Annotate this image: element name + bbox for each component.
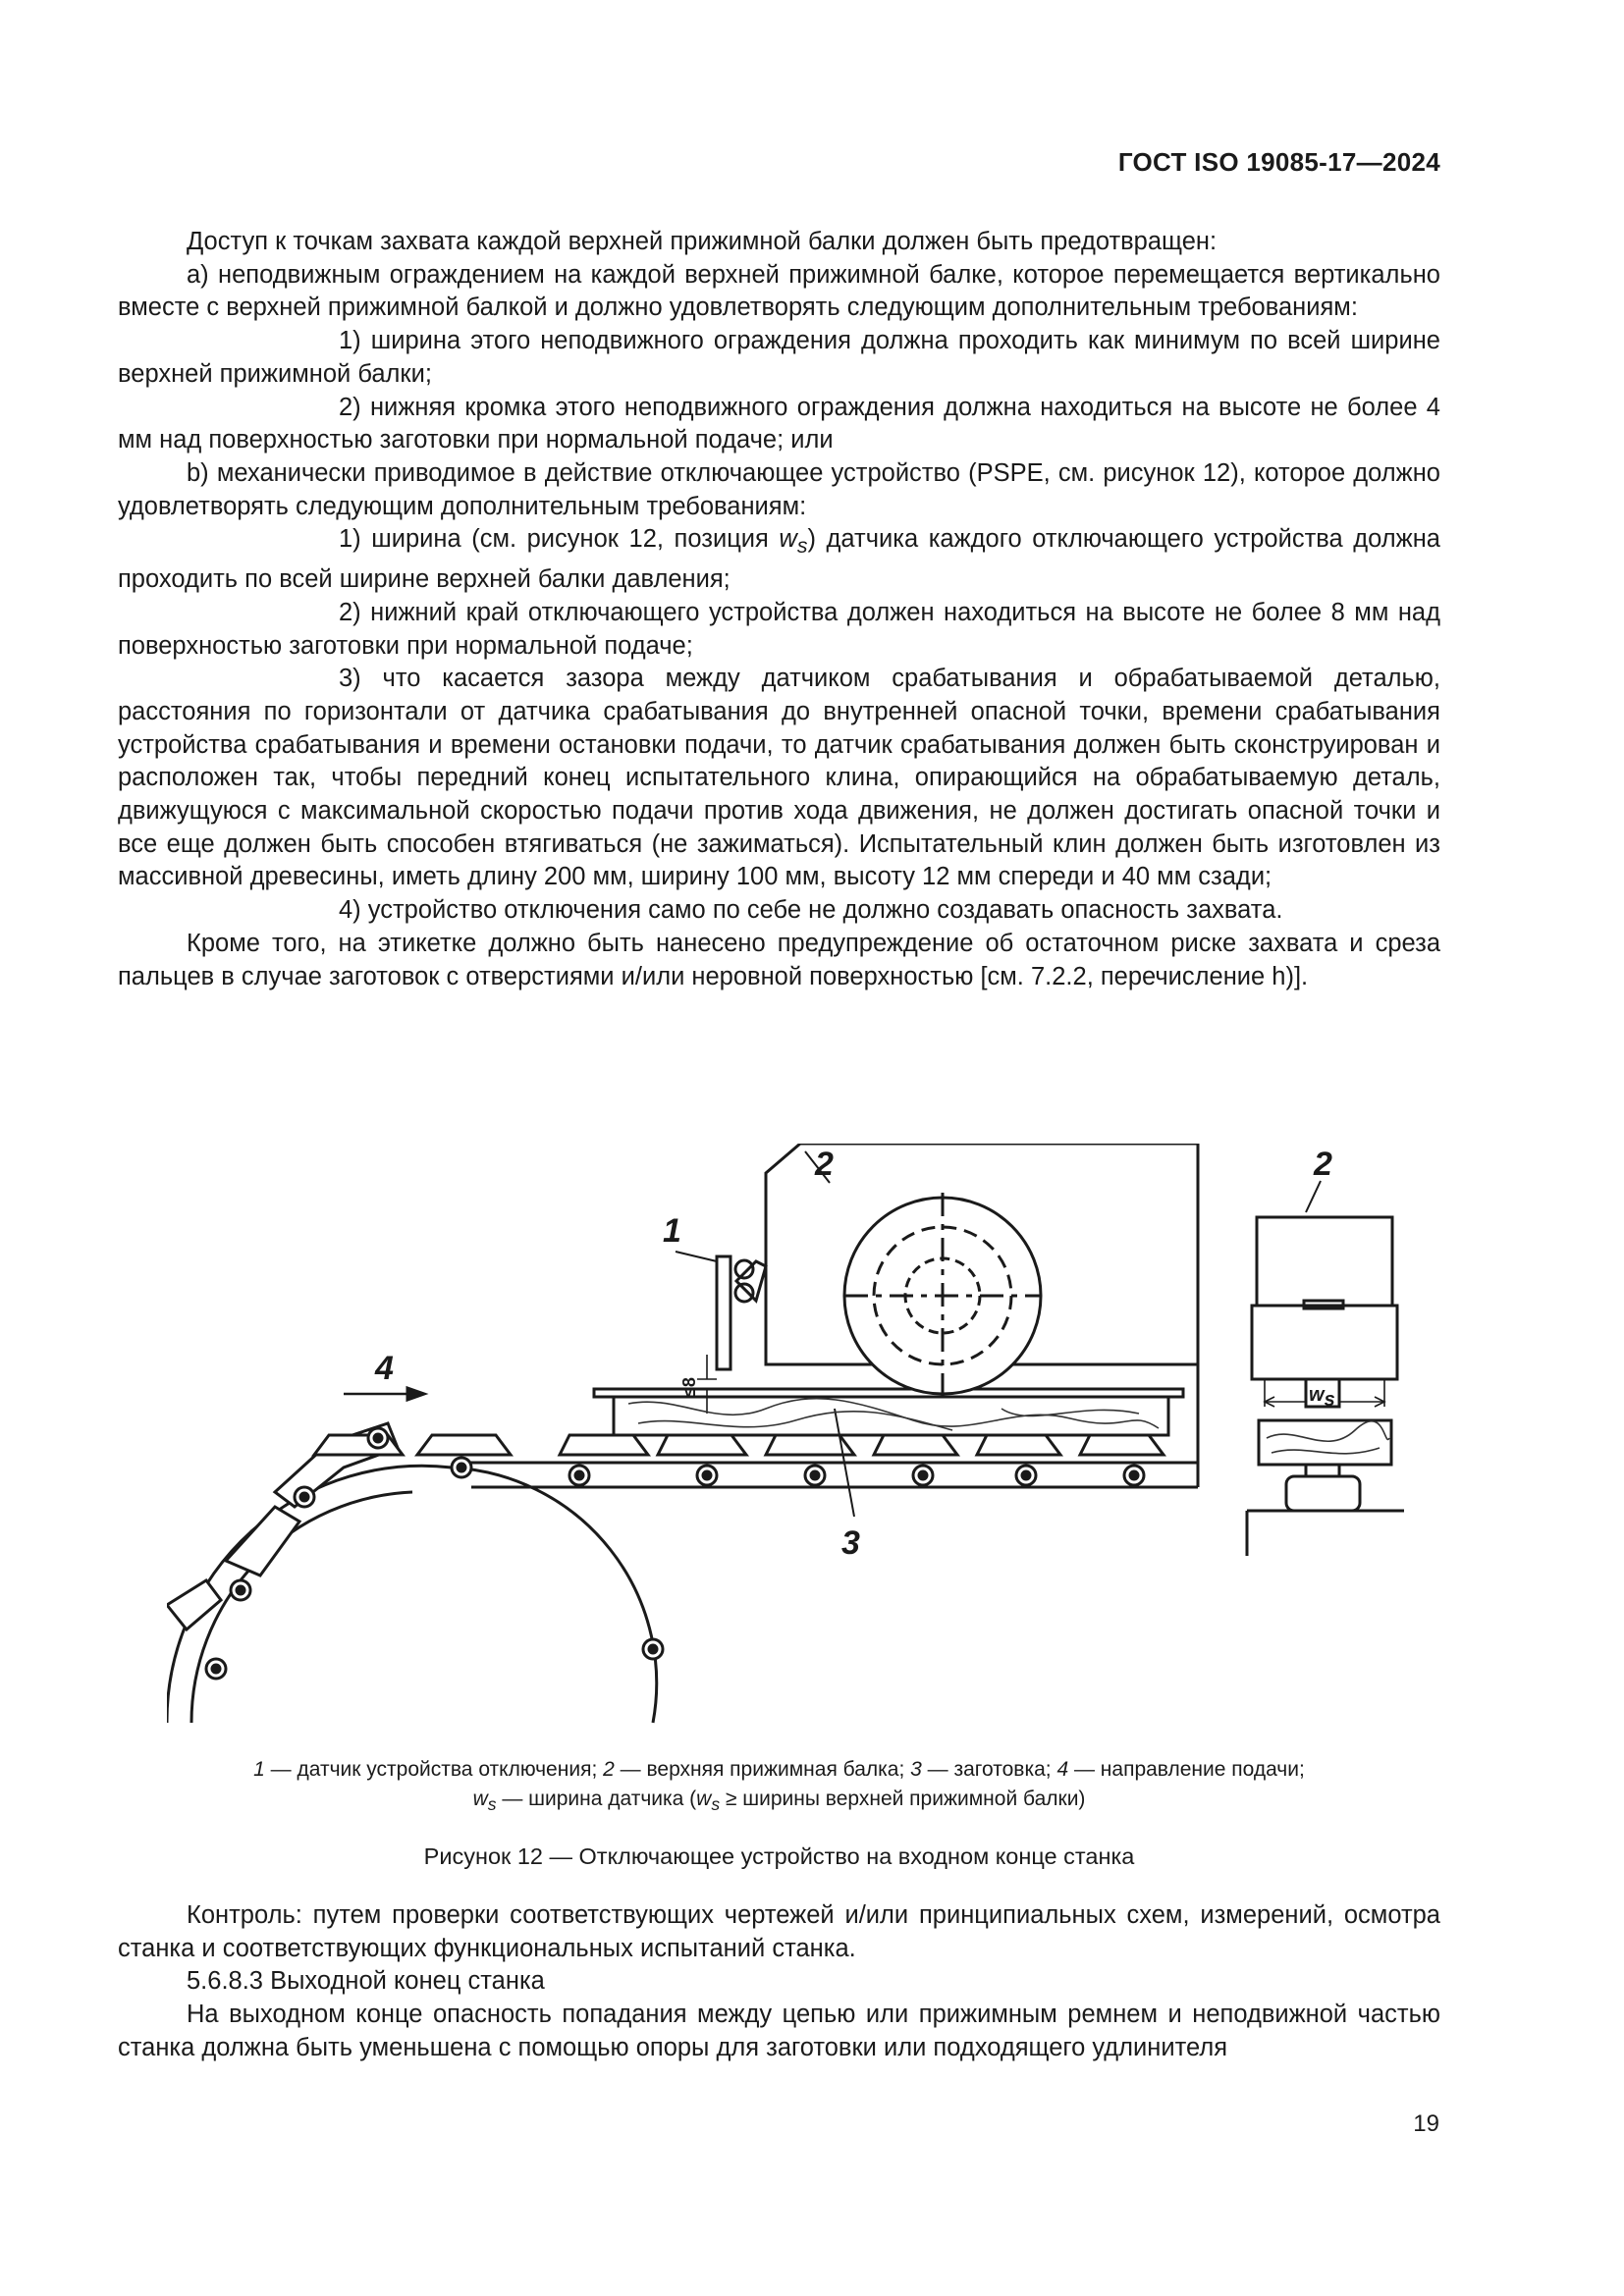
list-item-a: a) неподвижным ограждением на каждой верхней прижимной балке, которое перемещается вертикально вместе с верхней прижимной балкой и должно удовлетворять следующим дополнительным требованиям: xyxy=(118,260,1440,322)
workpiece-side-view xyxy=(1259,1420,1391,1465)
chain-plate xyxy=(658,1435,746,1455)
paragraph: Кроме того, на этикетке должно быть нанесено предупреждение об остаточном риске захвата и среза пальцев в случае заготовок с отверстиями и/или неровной поверхностью [см. 7.2.2, перечисление h)]. xyxy=(118,929,1440,990)
figure-legend: 1 — датчик устройства отключения; 2 — верхняя прижимная балка; 3 — заготовка; 4 — направление подачи; $w_s$ — ширина датчика ($w_s$ ≥ ширины верхней прижимной балки) xyxy=(253,1758,1305,1815)
chain-plate xyxy=(226,1507,299,1575)
trip-sensor xyxy=(717,1256,731,1369)
body-text xyxy=(118,226,1440,993)
document-header: ГОСТ ISO 19085-17—2024 xyxy=(1117,147,1440,177)
label-feed: 4 xyxy=(375,1350,394,1387)
chain-arc-inner xyxy=(191,1492,412,1723)
chain-plate xyxy=(1080,1435,1164,1455)
label-workpiece: 3 xyxy=(841,1524,860,1562)
label-beam: 2 xyxy=(815,1146,834,1183)
chain-plate xyxy=(874,1435,957,1455)
beam-side-view xyxy=(1257,1217,1392,1306)
sensor-side-view xyxy=(1252,1306,1397,1379)
support-roller-side xyxy=(1286,1476,1360,1511)
list-item-b: b) механически приводимое в действие отключающее устройство (PSPE, см. рисунок 12), которое должно удовлетворять следующим дополнительным требованиям: xyxy=(118,458,1440,520)
label-beam-side: 2 xyxy=(1314,1146,1332,1183)
chain-plate xyxy=(560,1435,648,1455)
list-subitem: 3) что касается зазора между датчиком срабатывания и обрабатываемой деталью, расстояния по горизонтали от датчика срабатывания до внутренней опасной точки, времени срабатывания устройства срабатывания и времени остановки подачи, то датчик срабатывания должен быть сконструирован и расположен так, чтобы передний конец испытательного клина, опирающийся на обрабатываемую деталь, движущуюся с максимальной скоростью подачи против хода движения, не должен достигать опасной точки и все еще должен быть способен втягиваться (не зажиматься). Испытательный клин должен быть изготовлен из массивной древесины, иметь длину 200 мм, ширину 100 мм, высоту 12 мм спереди и 40 мм сзади; xyxy=(118,665,1440,891)
list-subitem: 2) нижний край отключающего устройства должен находиться на высоте не более 8 мм над поверхностью заготовки при нормальной подаче; xyxy=(118,598,1440,660)
section-heading: 5.6.8.3 Выходной конец станка xyxy=(187,1967,545,1996)
body-text-continued xyxy=(118,1899,1440,2065)
list-subitem: 1) ширина (см. рисунок 12, позиция $w_s$) датчика каждого отключающего устройства должна проходить по всей ширине верхней балки давления; xyxy=(118,525,1440,594)
figure-caption: Рисунок 12 — Отключающее устройство на входном конце станка xyxy=(423,1843,1135,1869)
chain-arc-right xyxy=(452,1468,657,1723)
chain-plate xyxy=(977,1435,1060,1455)
paragraph: Доступ к точкам захвата каждой верхней прижимной балки должен быть предотвращен: xyxy=(187,228,1218,255)
paragraph: На выходном конце опасность попадания между цепью или прижимным ремнем и неподвижной частью станка должна быть уменьшена с помощью опоры для заготовки или подходящего удлинителя xyxy=(118,2001,1440,2061)
list-subitem: 2) нижняя кромка этого неподвижного ограждения должна находиться на высоте не более 4 мм над поверхностью заготовки при нормальной подаче; или xyxy=(118,393,1440,454)
chain-plate xyxy=(417,1435,511,1455)
figure-12 xyxy=(167,1144,1404,1733)
label-sensor: 1 xyxy=(663,1212,681,1250)
list-subitem: 1) ширина этого неподвижного ограждения должна проходить как минимум по всей ширине верхней прижимной балки; xyxy=(118,327,1440,388)
figure-drawing xyxy=(167,1144,1404,1733)
dimension-8mm: ≤8 xyxy=(679,1377,699,1397)
page-number: 19 xyxy=(1413,2110,1439,2137)
label-ws: ws xyxy=(1309,1384,1335,1411)
paragraph: Контроль: путем проверки соответствующих чертежей и/или принципиальных схем, измерений, осмотра станка и соответствующих функциональных испытаний станка. xyxy=(118,1901,1440,1962)
list-subitem: 4) устройство отключения само по себе не должно создавать опасность захвата. xyxy=(339,896,1283,925)
sensor-pivot xyxy=(735,1260,753,1278)
